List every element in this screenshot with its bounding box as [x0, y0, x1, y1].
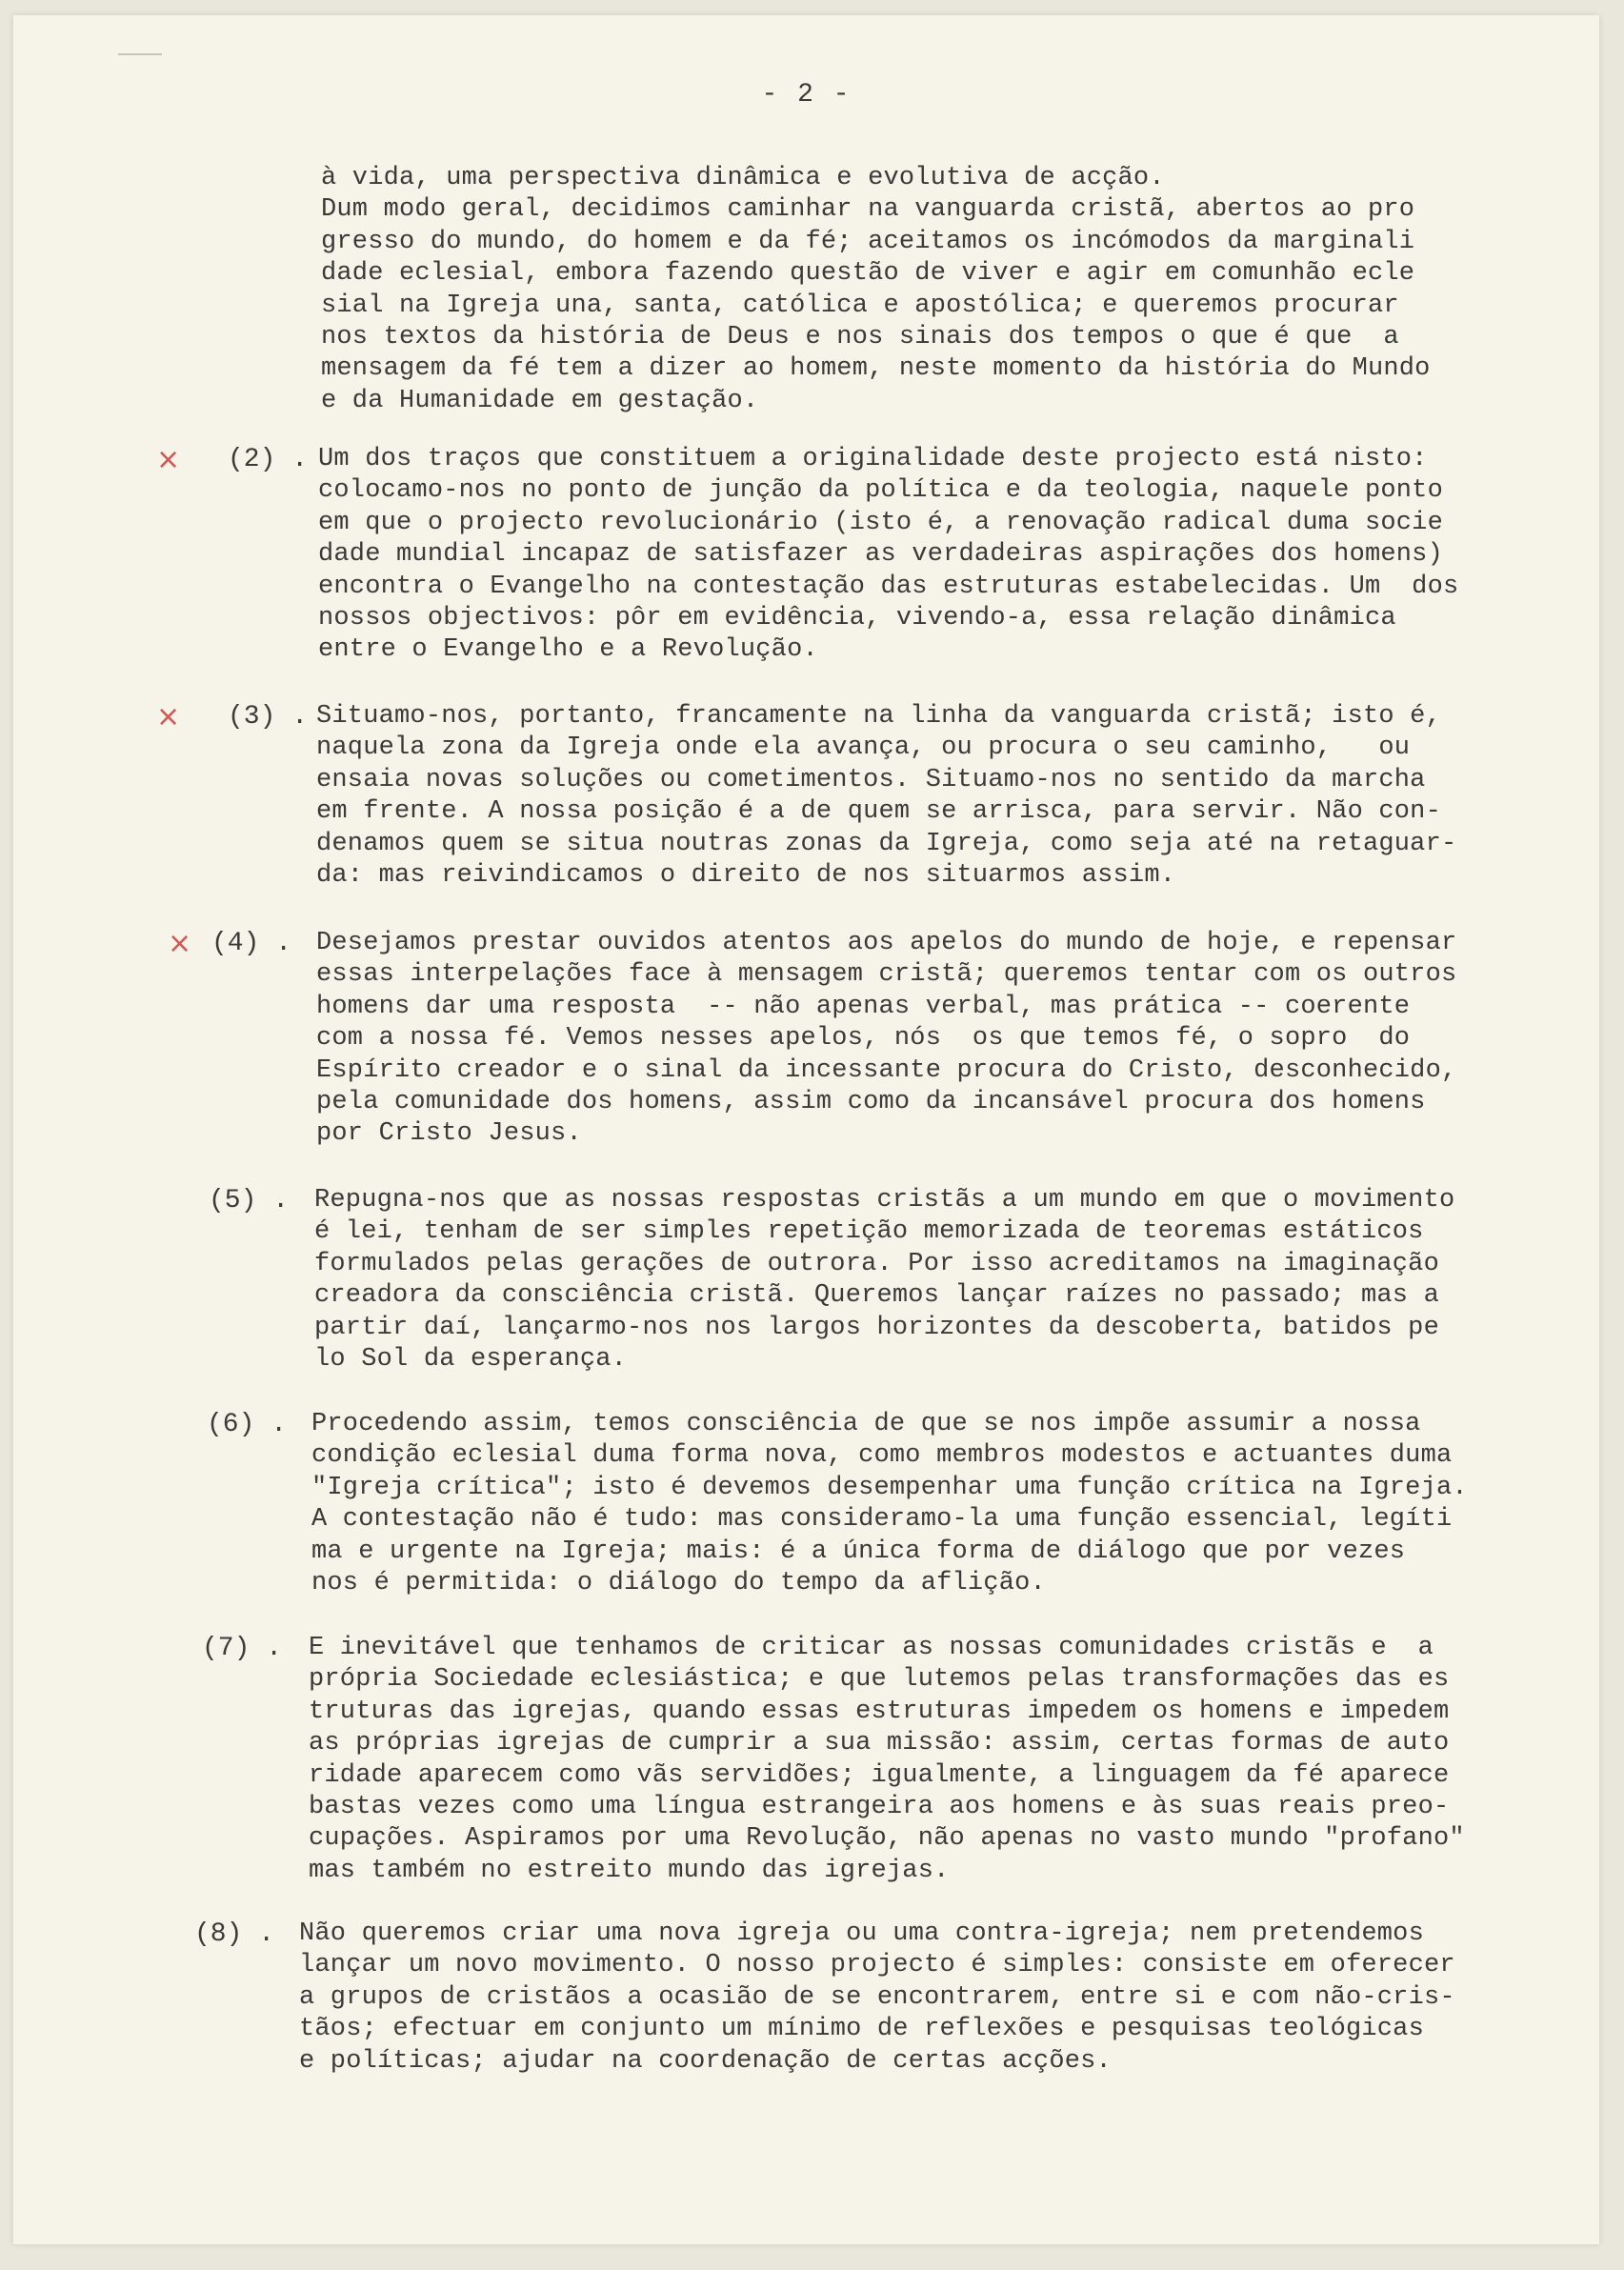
- red-x-mark: ×: [156, 443, 181, 476]
- corner-pencil-mark: [118, 53, 162, 55]
- red-x-mark: ×: [168, 927, 192, 960]
- paragraph-number: (5) .: [209, 1186, 290, 1215]
- paragraph-number: (8) .: [194, 1919, 275, 1949]
- paragraph-text: Não queremos criar uma nova igreja ou uma contra-igreja; nem pretendemos lançar um novo movimento. O nosso projecto é simples: consiste em oferecer a grupos de cristãos a ocasião de se encontrarem, entre si e com não-cris- tãos; efectuar em conjunto um mínimo de reflexões e pesquisas teológicas e políticas; ajudar na coordenação de certas acções.: [299, 1919, 1455, 2076]
- paragraph-number: (4) .: [211, 929, 292, 958]
- intro-paragraph: à vida, uma perspectiva dinâmica e evolutiva de acção. Dum modo geral, decidimos caminhar na vanguarda cristã, abertos ao pro gresso do mundo, do homem e da fé; aceitamos os incómodos da marginali dade eclesial, embora fazendo questão de viver e agir em comunhão ecle sial na Igreja una, santa, católica e apostólica; e queremos procurar nos textos da história de Deus e nos sinais dos tempos o que é que a mensagem da fé tem a dizer ao homem, neste momento da história do Mundo e da Humanidade em gestação.: [321, 164, 1431, 415]
- paragraph-number: (7) .: [202, 1634, 283, 1663]
- paragraph-number: (2) .: [228, 445, 309, 474]
- red-x-mark: ×: [156, 700, 181, 733]
- paragraph-number: (3) .: [228, 702, 309, 732]
- paragraph-number: (6) .: [207, 1410, 288, 1439]
- paragraph-text: Um dos traços que constituem a originalidade deste projecto está nisto: colocamo-nos no ponto de junção da política e da teologia, naquele ponto em que o projecto revolucionário (isto é, a renovação radical duma socie dade mundial incapaz de satisfazer as verdadeiras aspirações dos homens) encontra o Evangelho na contestação das estruturas estabelecidas. Um dos nossos objectivos: pôr em evidência, vivendo-a, essa relação dinâmica entre o Evangelho e a Revolução.: [318, 445, 1459, 665]
- paragraph-text: Procedendo assim, temos consciência de que se nos impõe assumir a nossa condição eclesial duma forma nova, como membros modestos e actuantes duma "Igreja crítica"; isto é devemos desempenhar uma função crítica na Igreja. A contestação não é tudo: mas consideramo-la uma função essencial, legíti ma e urgente na Igreja; mais: é a única forma de diálogo que por vezes nos é permitida: o diálogo do tempo da aflição.: [311, 1410, 1468, 1598]
- paragraph-text: Desejamos prestar ouvidos atentos aos apelos do mundo de hoje, e repensar essas interpelações face à mensagem cristã; queremos tentar com os outros homens dar uma resposta -- não apenas verbal, mas prática -- coerente com a nossa fé. Vemos nesses apelos, nós os que temos fé, o sopro do Espírito creador e o sinal da incessante procura do Cristo, desconhecido, pela comunidade dos homens, assim como da incansável procura dos homens por Cristo Jesus.: [316, 929, 1457, 1149]
- paragraph-text: E inevitável que tenhamos de criticar as nossas comunidades cristãs e a própria Sociedade eclesiástica; e que lutemos pelas transformações das es truturas das igrejas, quando essas estruturas impedem os homens e impedem as próprias igrejas de cumprir a sua missão: assim, certas formas de auto ridade aparecem como vãs servidões; igualmente, a linguagem da fé aparece bastas vezes como uma língua estrangeira aos homens e às suas reais preo- cupações. Aspiramos por uma Revolução, não apenas no vasto mundo "profano" mas também no estreito mundo das igrejas.: [309, 1634, 1465, 1885]
- paragraph-text: Situamo-nos, portanto, francamente na linha da vanguarda cristã; isto é, naquela zona da Igreja onde ela avança, ou procura o seu caminho, ou ensaia novas soluções ou cometimentos. Situamo-nos no sentido da marcha em frente. A nossa posição é a de quem se arrisca, para servir. Não con- denamos quem se situa noutras zonas da Igreja, como seja até na retaguar- da: mas reivindicamos o direito de nos situarmos assim.: [316, 702, 1457, 891]
- page-number: - 2 -: [761, 80, 852, 110]
- paragraph-text: Repugna-nos que as nossas respostas cristãs a um mundo em que o movimento é lei, tenham de ser simples repetição memorizada de teoremas estáticos formulados pelas gerações de outrora. Por isso acreditamos na imaginação creadora da consciência cristã. Queremos lançar raízes no passado; mas a partir daí, lançarmo-nos nos largos horizontes da descoberta, batidos pe lo Sol da esperança.: [314, 1186, 1455, 1375]
- document-page: [13, 15, 1599, 2244]
